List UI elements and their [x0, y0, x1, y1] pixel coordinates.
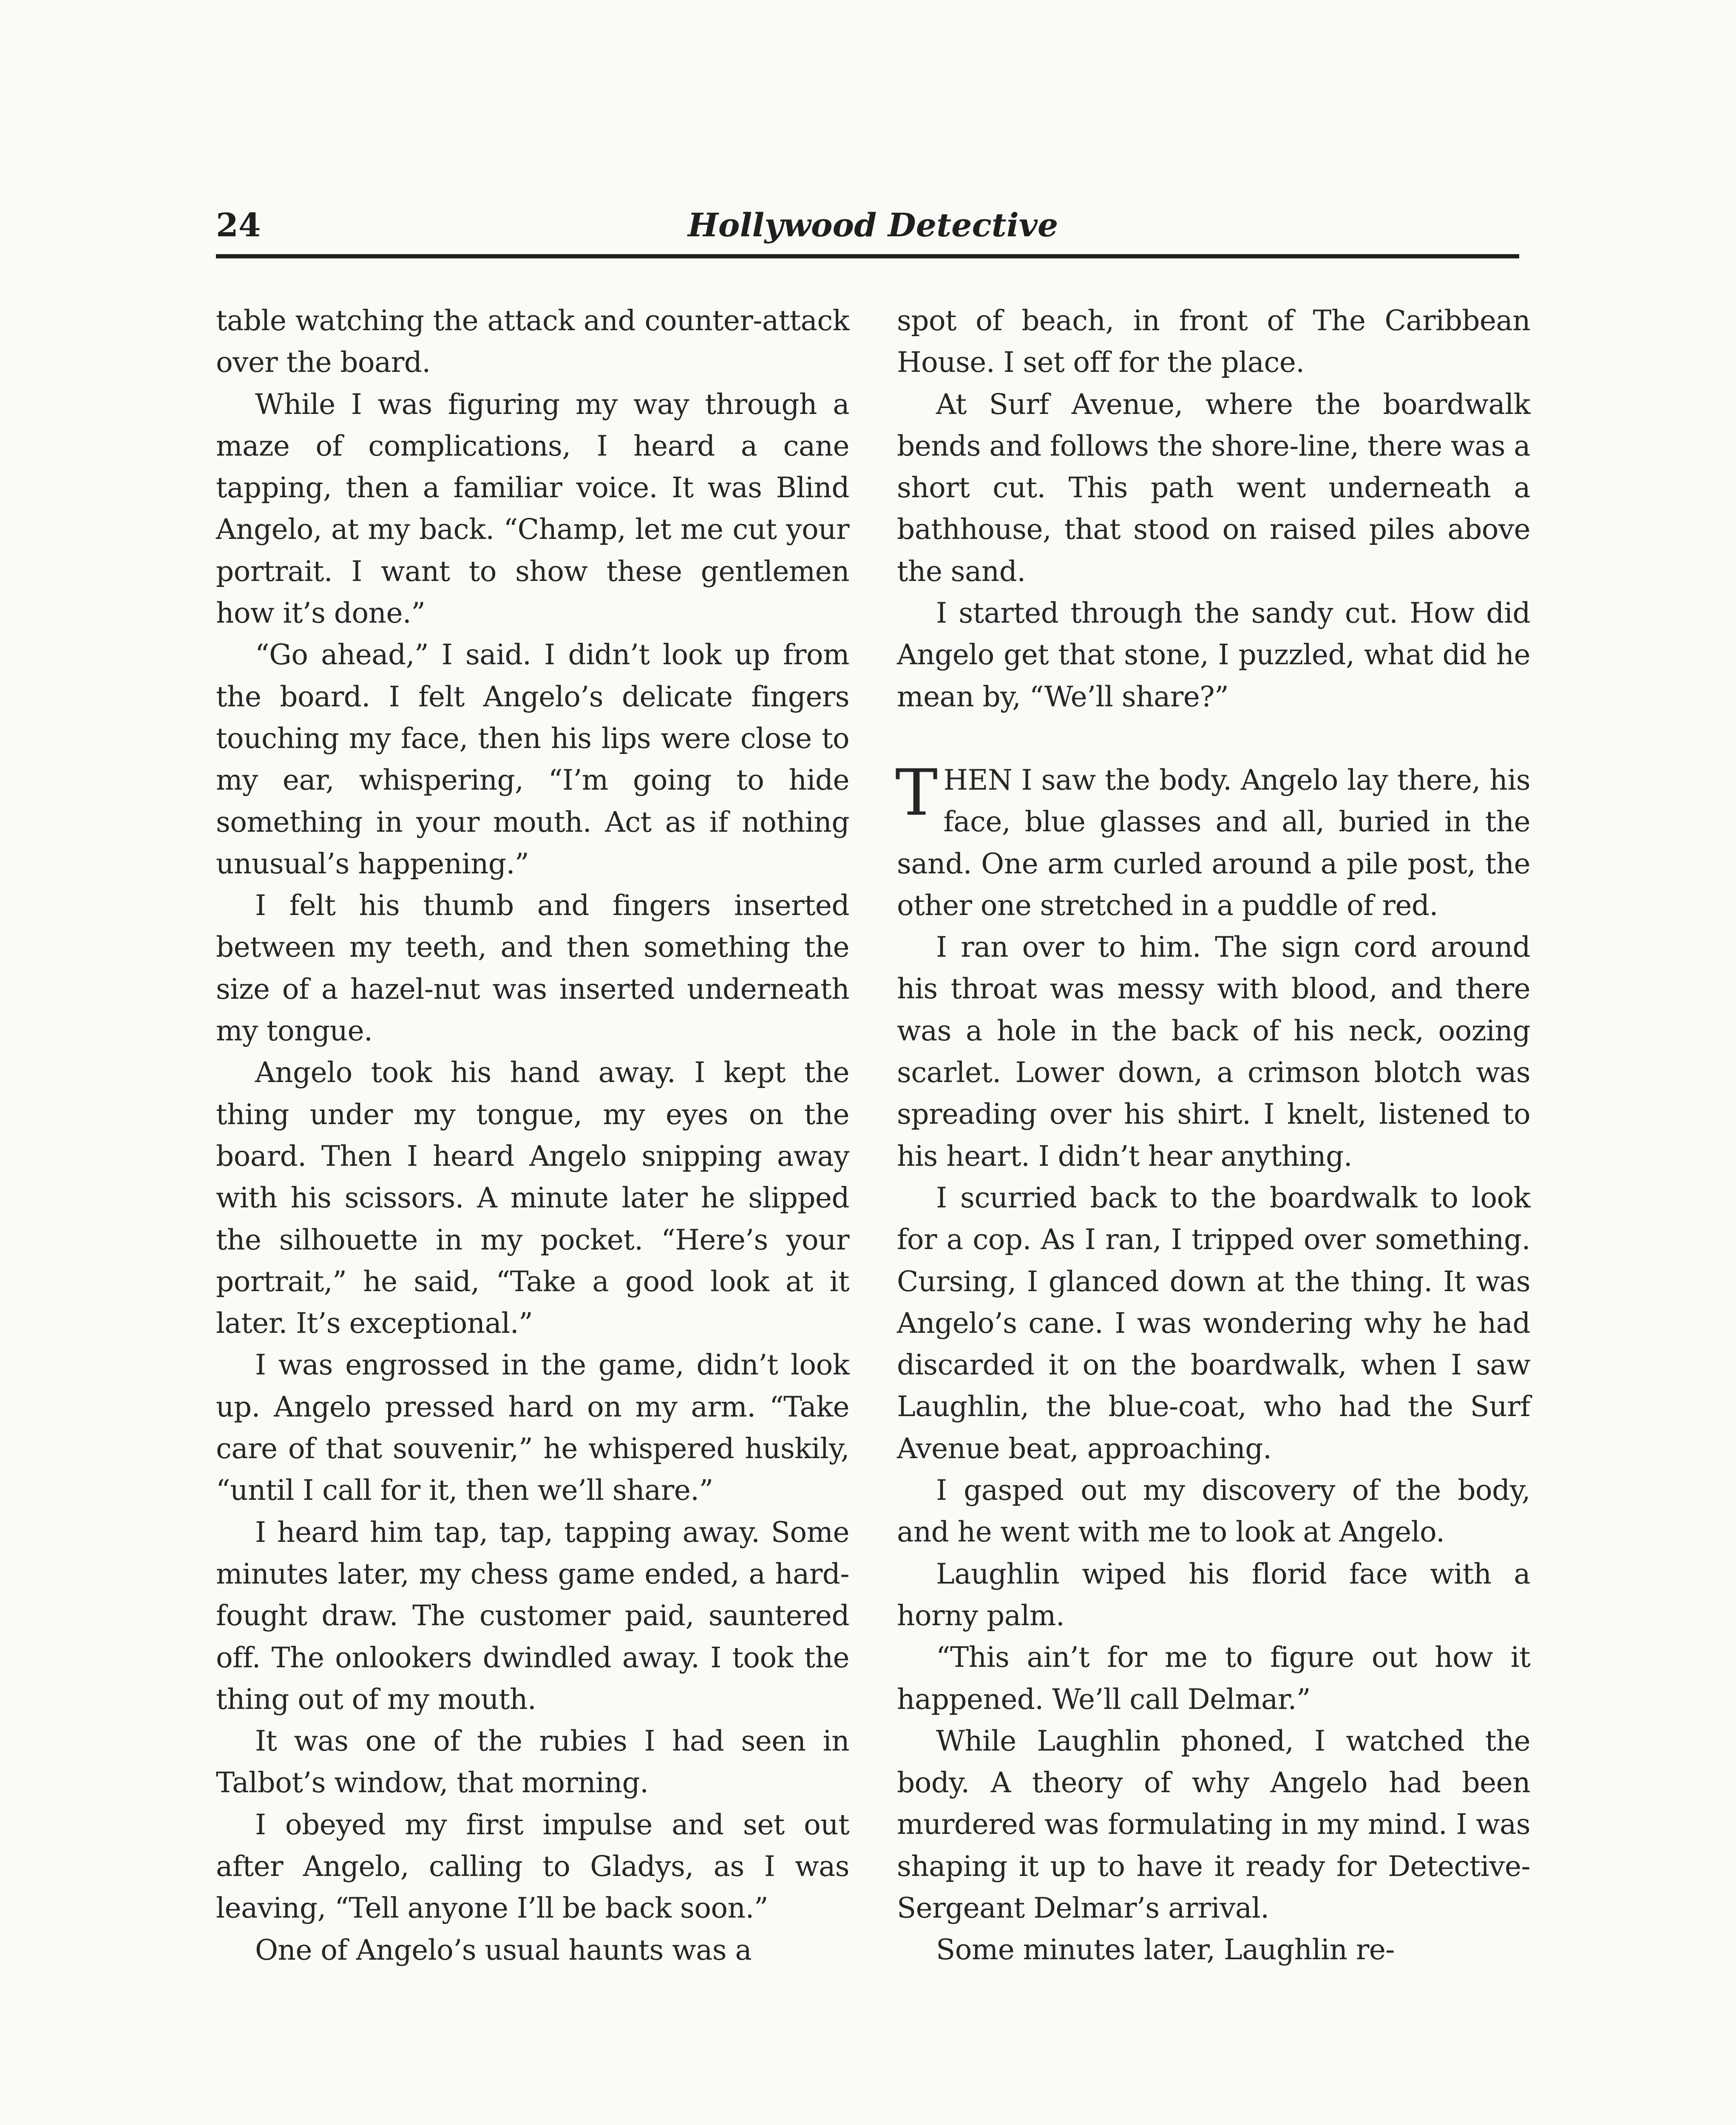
- page-header: [216, 206, 1519, 257]
- paragraph: While Laughlin phoned, I watched the body. A theory of why Angelo had been murdered was formulating in my mind. I was shaping it up to have it ready for Detective-Sergeant Delmar’s arrival.: [897, 1724, 1530, 1924]
- paragraph: It was one of the rubies I had seen in Talbot’s window, that morning.: [216, 1725, 849, 1799]
- paragraph: I was engrossed in the game, didn’t look up. Angelo pressed hard on my arm. “Take care of that souvenir,” he whispered huskily, “until I call for it, then we’ll share.”: [216, 1349, 849, 1507]
- paragraph: I ran over to him. The sign cord around his throat was messy with blood, and there was a hole in the back of his neck, oozing scarlet. Lower down, a crimson blotch was spreading over his shirt. I knelt, listened to his heart. I didn’t hear anything.: [897, 931, 1530, 1173]
- paragraph: “Go ahead,” I said. I didn’t look up from the board. I felt Angelo’s delicate fingers touching my face, then his lips were close to my ear, whispering, “I’m going to hide something in your mouth. Act as if nothing unusual’s happening.”: [216, 638, 849, 880]
- paragraph: While I was figuring my way through a maze of complications, I heard a cane tapping, then a familiar voice. It was Blind Angelo, at my back. “Champ, let me cut your portrait. I want to show these gentlemen how it’s done.”: [216, 388, 849, 630]
- paragraph: Laughlin wiped his florid face with a horny palm.: [897, 1557, 1530, 1632]
- paragraph: I gasped out my discovery of the body, and he went with me to look at Angelo.: [897, 1474, 1530, 1549]
- left-column: [216, 300, 849, 1971]
- paragraph: I felt his thumb and fingers inserted between my teeth, and then something the size of a hazel-nut was inserted underneath my tongue.: [216, 889, 849, 1048]
- running-title: Hollywood Detective: [688, 206, 1058, 244]
- paragraph: I obeyed my first impulse and set out after Angelo, calling to Gladys, as I was leaving, “Tell anyone I’ll be back soon.”: [216, 1808, 849, 1925]
- paragraph: At Surf Avenue, where the boardwalk bends and follows the shore-line, there was a short cut. This path went underneath a bathhouse, that stood on raised piles above the sand.: [897, 388, 1531, 588]
- paragraph: Some minutes later, Laughlin re-: [936, 1933, 1395, 1966]
- paragraph: I started through the sandy cut. How did Angelo get that stone, I puzzled, what did he mean by, “We’ll share?”: [897, 597, 1530, 713]
- header-rule: [216, 254, 1519, 258]
- right-column: [897, 300, 1530, 1971]
- page-number: 24: [216, 206, 261, 244]
- paragraph: I scurried back to the boardwalk to look for a cop. As I ran, I tripped over something. Cursing, I glanced down at the thing. It was Angelo’s cane. I was wondering why he had discarded it on the boardwalk, when I saw Laughlin, the blue-coat, who had the Surf Avenue beat, approaching.: [897, 1181, 1530, 1465]
- paragraph: table watching the attack and counter-attack over the board.: [216, 304, 849, 379]
- paragraph: “This ain’t for me to figure out how it happened. We’ll call Delmar.”: [897, 1641, 1530, 1716]
- drop-cap: T: [895, 756, 938, 830]
- paragraph: One of Angelo’s usual haunts was a: [255, 1933, 752, 1966]
- paragraph: Angelo took his hand away. I kept the thing under my tongue, my eyes on the board. Then I heard Angelo snipping away with his scissors. A minute later he slipped the silhouette in my pocket. “Here’s your portrait,” he said, “Take a good look at it later. It’s exceptional.”: [216, 1056, 849, 1340]
- paragraph: I heard him tap, tap, tapping away. Some minutes later, my chess game ended, a hard-fought draw. The customer paid, sauntered off. The onlookers dwindled away. I took the thing out of my mouth.: [216, 1516, 849, 1716]
- section-opening-paragraph: [895, 756, 1530, 926]
- paragraph: spot of beach, in front of The Caribbean House. I set off for the place.: [897, 304, 1530, 379]
- section-opening-text: HEN I saw the body. Angelo lay there, his face, blue glasses and all, buried in the sand. One arm curled around a pile post, the other one stretched in a puddle of red.: [897, 763, 1530, 922]
